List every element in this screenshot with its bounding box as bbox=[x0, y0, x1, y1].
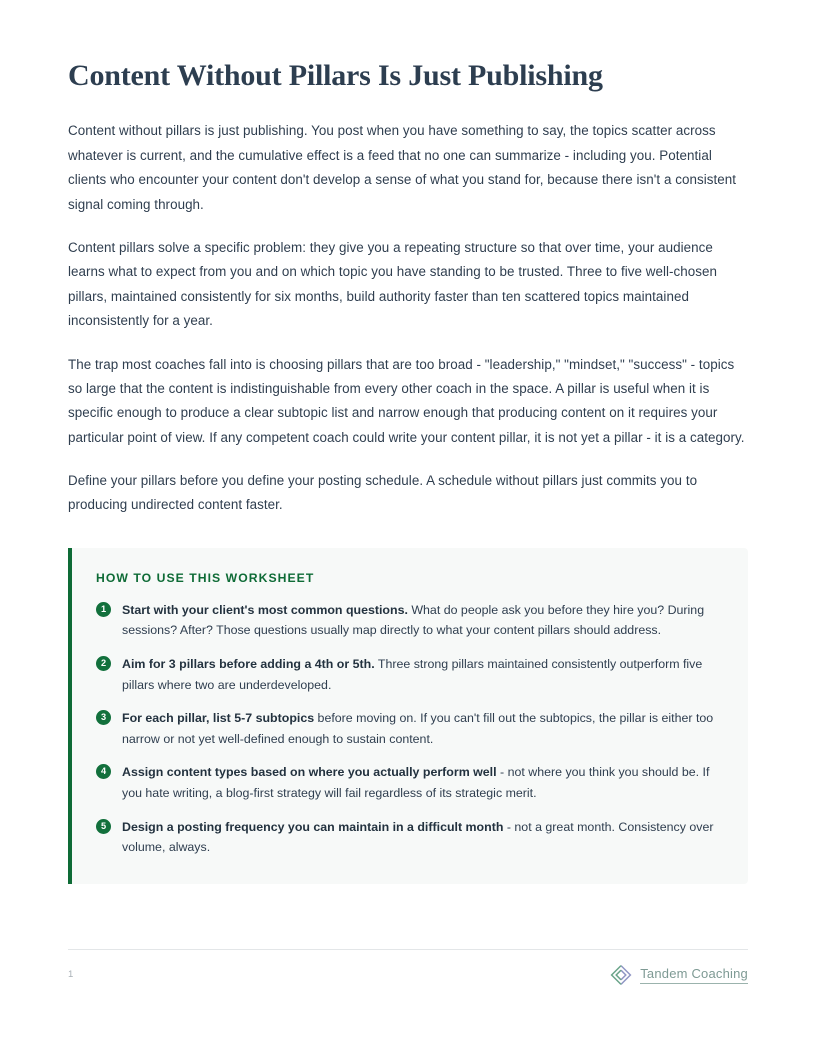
list-item bbox=[96, 762, 722, 803]
page-number: 1 bbox=[68, 969, 74, 981]
step-lead-text: Aim for 3 pillars before adding a 4th or 5th. bbox=[122, 657, 375, 672]
step-body-text: What do people ask you before they hire you? During sessions? After? Those questions usually map directly to what your content pillars should address. bbox=[122, 602, 705, 638]
brand-name: Tandem Coaching bbox=[640, 966, 748, 984]
brand-logo bbox=[610, 964, 748, 986]
footer-row bbox=[68, 964, 748, 986]
diamond-logo-icon bbox=[610, 964, 632, 986]
step-lead-text: Start with your client's most common questions. bbox=[122, 602, 408, 617]
step-number-badge: 2 bbox=[96, 656, 111, 671]
step-lead-text: Assign content types based on where you actually perform well bbox=[122, 765, 497, 780]
list-item bbox=[96, 654, 722, 695]
page-title: Content Without Pillars Is Just Publishing bbox=[68, 59, 603, 92]
step-number-badge: 4 bbox=[96, 764, 111, 779]
worksheet-steps-list bbox=[96, 600, 722, 858]
step-body-text: before moving on. If you can't fill out the subtopics, the pillar is either too narrow or not yet well-defined enough to sustain content. bbox=[122, 711, 714, 746]
paragraph-4: Define your pillars before you define your posting schedule. A schedule without pillars just commits you to producing undirected content faster. bbox=[68, 473, 698, 513]
step-body-text: - not where you think you should be. If you hate writing, a blog-first strategy will fail regardless of its strategic merit. bbox=[122, 765, 710, 801]
worksheet-callout bbox=[68, 548, 748, 884]
body-copy bbox=[68, 119, 748, 517]
step-lead-text: For each pillar, list 5-7 subtopics bbox=[122, 711, 315, 726]
list-item bbox=[96, 708, 722, 749]
list-item bbox=[96, 817, 722, 858]
callout-heading: HOW TO USE THIS WORKSHEET bbox=[96, 570, 315, 585]
paragraph-2: Content pillars solve a specific problem: they give you a repeating structure so that over time, your audience learns what to expect from you and on which topic you have standing to be trusted. Three to five well-chosen pillars, maintained consistently for six months, build authority faster than ten scattered topics maintained inconsistently for a year. bbox=[68, 239, 718, 329]
step-number-badge: 3 bbox=[96, 710, 111, 725]
paragraph-1: Content without pillars is just publishing. You post when you have something to say, the topics scatter across whatever is current, and the cumulative effect is a feed that no one can summarize - including you. Potential clients who encounter your content don't develop a sense of what you stand for, because there isn't a consistent signal coming through. bbox=[68, 123, 737, 212]
page-footer bbox=[68, 949, 748, 986]
step-lead-text: Design a posting frequency you can maintain in a difficult month bbox=[122, 819, 504, 834]
step-number-badge: 5 bbox=[96, 819, 111, 834]
footer-divider bbox=[68, 949, 748, 950]
list-item bbox=[96, 600, 722, 641]
step-number-badge: 1 bbox=[96, 602, 111, 617]
step-body-text: - not a great month. Consistency over volume, always. bbox=[122, 819, 714, 855]
paragraph-3: The trap most coaches fall into is choosing pillars that are too broad - "leadership," "mindset," "success" - topics so large that the content is indistinguishable from every other coach in the space. A pillar is useful when it is specific enough to produce a clear subtopic list and narrow enough that producing content on it requires your particular point of view. If any competent coach could write your content pillar, it is not yet a pillar - it is a category. bbox=[68, 356, 745, 445]
step-body-text: Three strong pillars maintained consistently outperform five pillars where two are underdeveloped. bbox=[122, 657, 703, 692]
